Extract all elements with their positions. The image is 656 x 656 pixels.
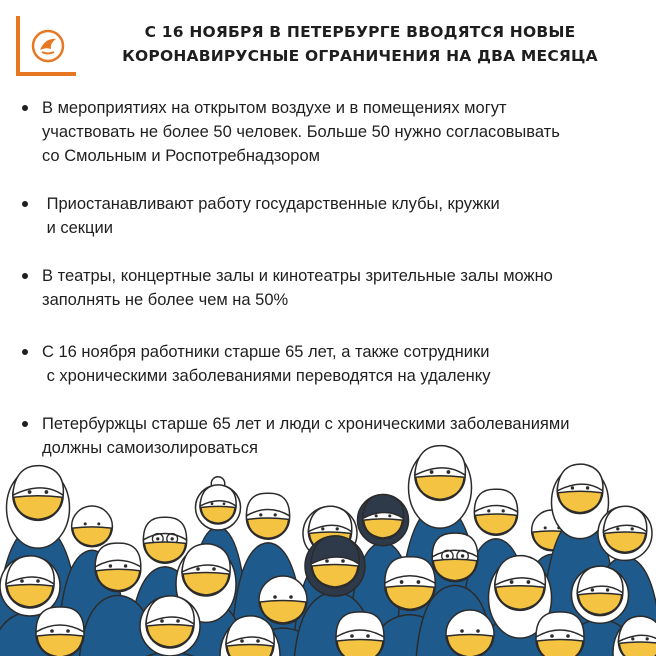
face-mask xyxy=(537,640,583,656)
list-item-line: с хроническими заболеваниями переводятся на удаленку xyxy=(42,367,491,385)
title-line: КОРОНАВИРУСНЫЕ ОГРАНИЧЕНИЯ НА ДВА МЕСЯЦА xyxy=(122,47,598,65)
list-item-line: со Смольным и Роспотребнадзором xyxy=(42,147,320,165)
list-item-line: и секции xyxy=(42,219,113,237)
face-mask xyxy=(619,642,656,656)
list-item-line: заполнять не более чем на 50% xyxy=(42,291,289,309)
face-mask xyxy=(337,640,383,656)
page-title xyxy=(80,20,640,68)
face-mask xyxy=(475,514,516,534)
list-item-line: Петербуржцы старше 65 лет и люди с хроническими заболеваниями xyxy=(42,415,570,433)
bullet-icon xyxy=(22,349,28,355)
face-mask xyxy=(227,645,273,656)
bullet-icon xyxy=(22,421,28,427)
list-item-line: В мероприятиях на открытом воздухе и в помещениях могут xyxy=(42,99,507,117)
masked-crowd-illustration xyxy=(0,440,656,656)
list-item-line: должны самоизолироваться xyxy=(42,439,258,457)
face-mask xyxy=(144,542,185,562)
bullet-icon xyxy=(22,201,28,207)
face-mask xyxy=(73,527,112,546)
face-mask xyxy=(247,518,288,538)
title-line: С 16 НОЯБРЯ В ПЕТЕРБУРГЕ ВВОДЯТСЯ НОВЫЕ xyxy=(144,23,576,41)
list-item-line: Приостанавливают работу государственные клубы, кружки xyxy=(42,195,500,213)
list-item-line: участвовать не более 50 человек. Больше 50 нужно согласовывать xyxy=(42,123,560,141)
list-item-line: С 16 ноября работники старше 65 лет, а также сотрудники xyxy=(42,343,490,361)
bullet-icon xyxy=(22,273,28,279)
bird-logo-icon xyxy=(12,12,78,78)
bullet-icon xyxy=(22,105,28,111)
list-item-line: В театры, концертные залы и кинотеатры зрительные залы можно xyxy=(42,267,553,285)
